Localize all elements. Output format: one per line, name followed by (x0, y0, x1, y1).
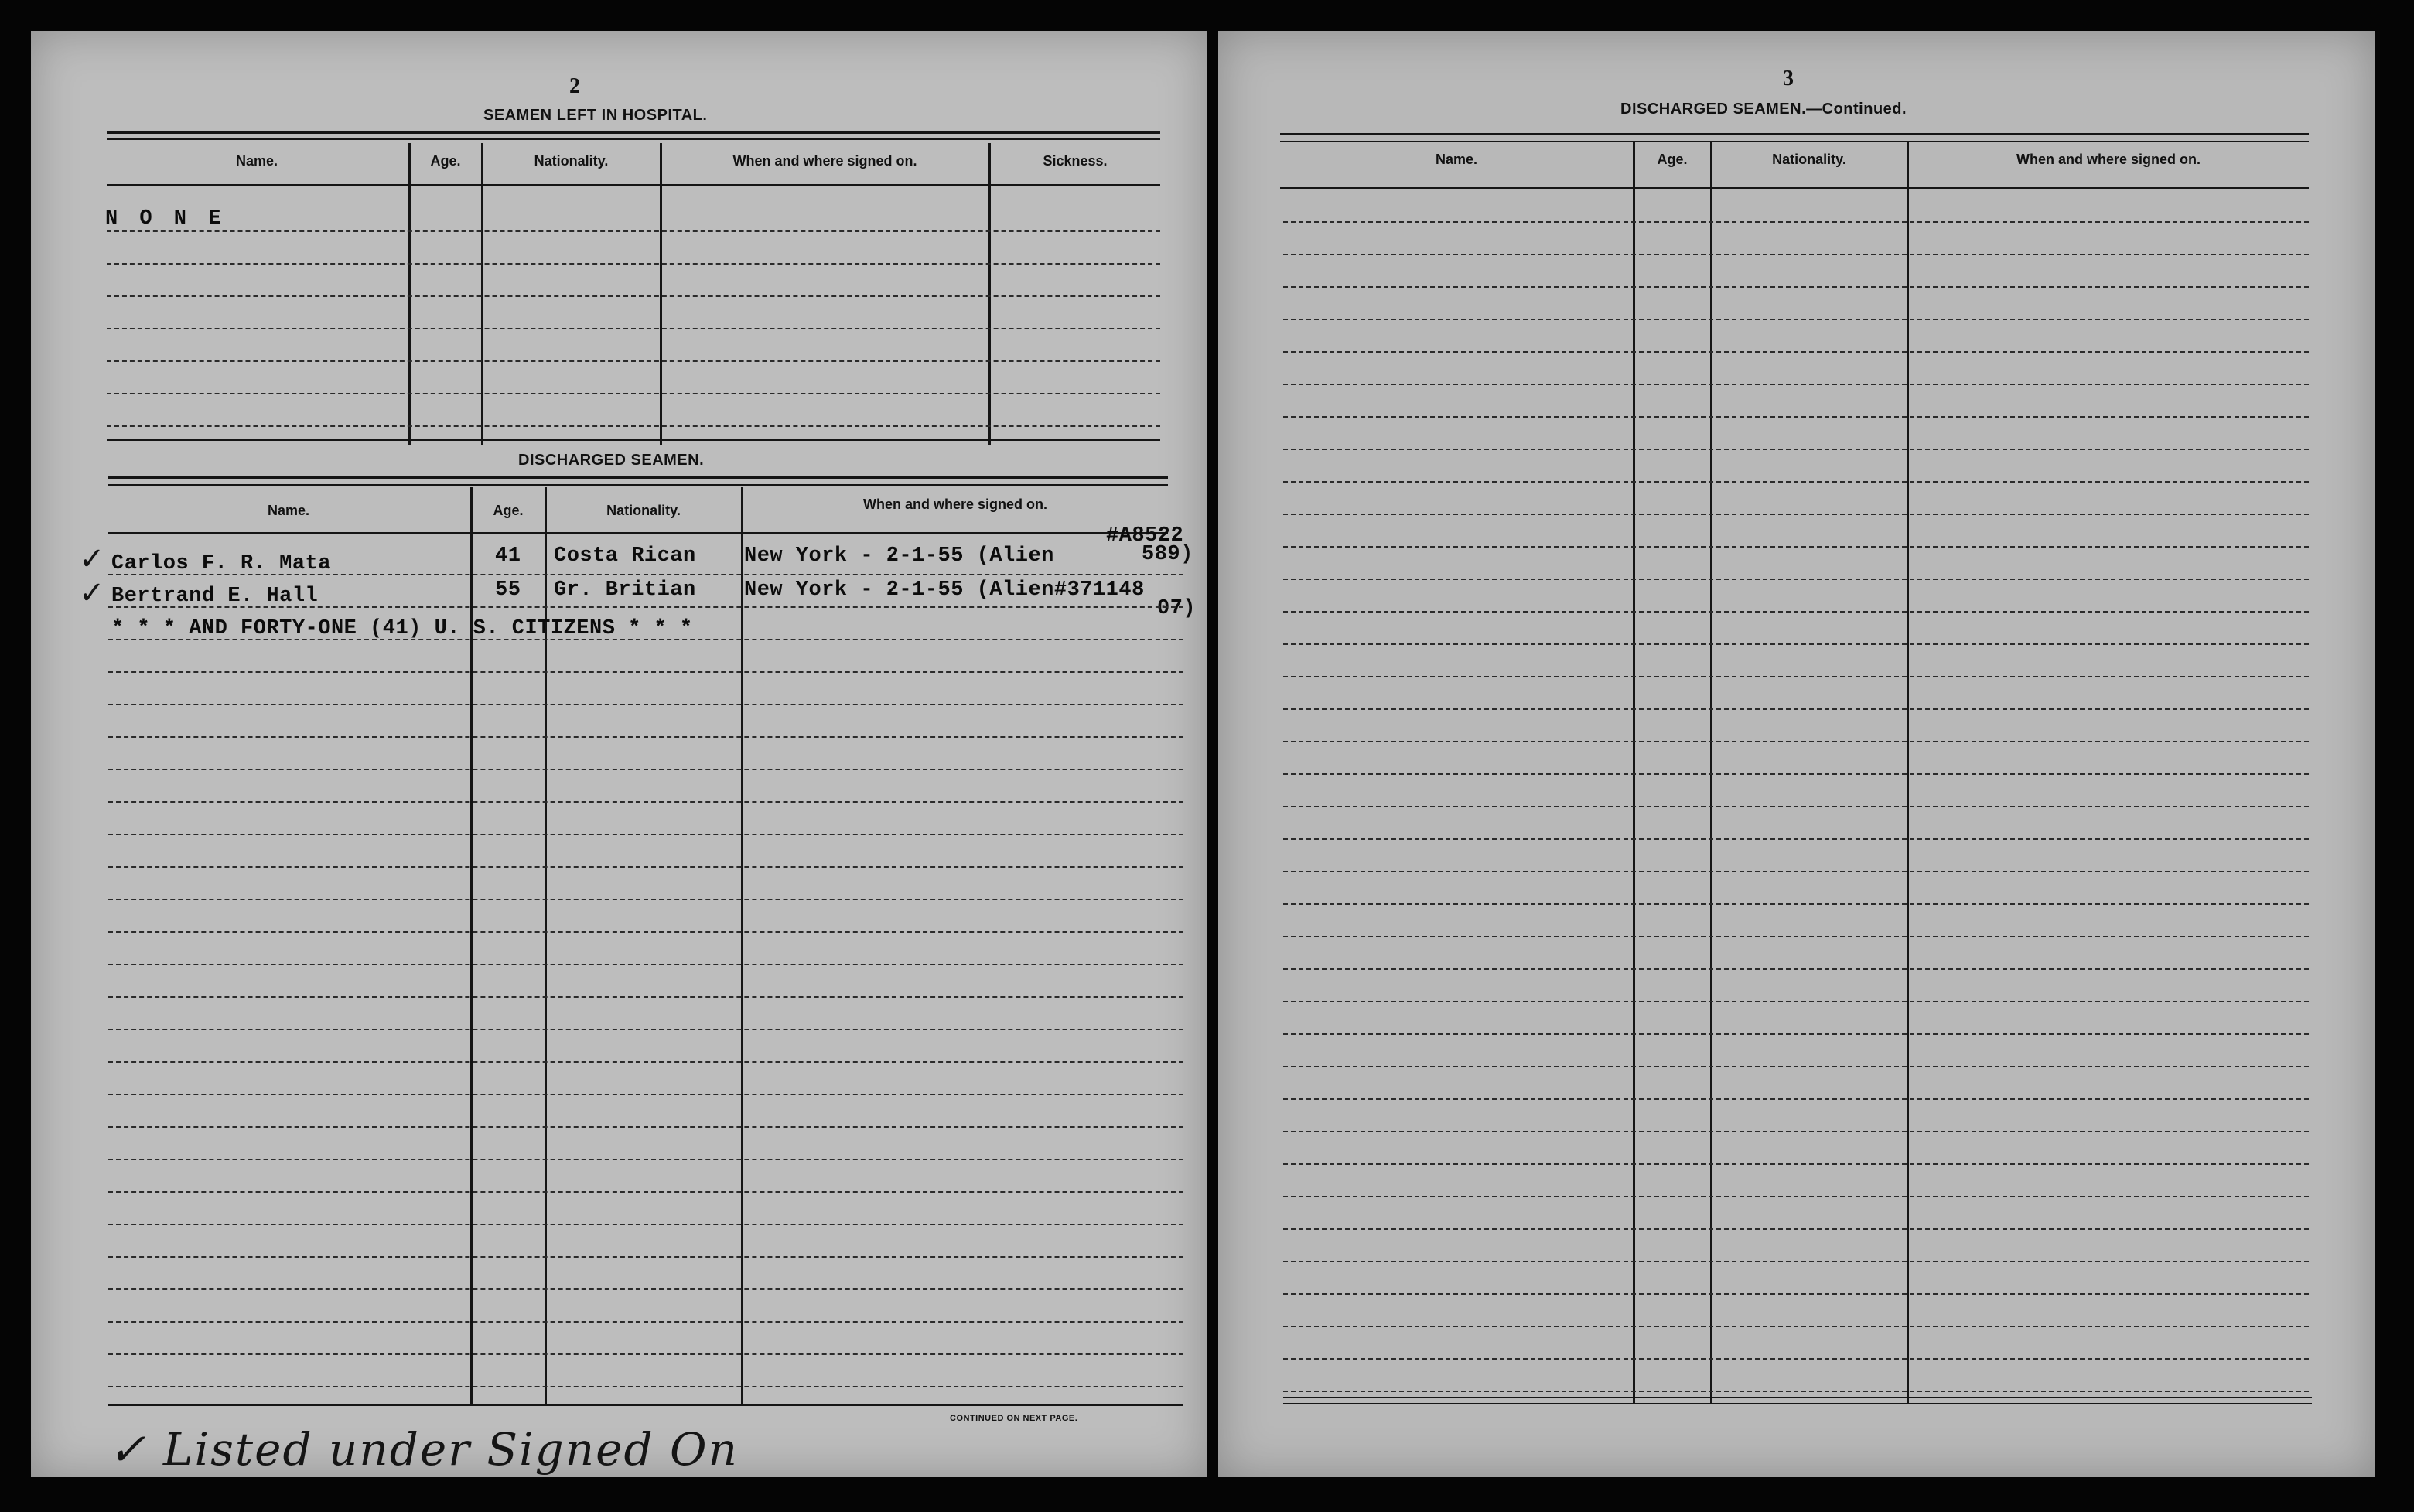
ruled-line (108, 639, 1183, 640)
column-divider (408, 143, 411, 445)
ruled-line (1283, 1228, 2309, 1230)
ruled-line (1283, 676, 2309, 677)
ruled-line (108, 1224, 1183, 1225)
ruled-line (108, 1256, 1183, 1258)
ruled-line (107, 360, 1160, 362)
column-divider (1907, 142, 1909, 1403)
check-mark-icon: ✓ (79, 575, 105, 611)
ruled-line (1283, 1001, 2309, 1002)
discharged-continued-title: DISCHARGED SEAMEN.—Continued. (1620, 101, 1907, 118)
ruled-line (1283, 1326, 2309, 1327)
table-rule (1283, 1403, 2312, 1404)
alien-number: #A8522 (1106, 524, 1184, 548)
ruled-line (107, 230, 1160, 232)
column-header-age: Age. (430, 153, 461, 169)
column-divider (660, 143, 662, 445)
ruled-line (1283, 546, 2309, 548)
seaman-nationality: Costa Rican (554, 544, 696, 568)
ruled-line (1283, 1033, 2309, 1035)
ruled-line (1283, 1196, 2309, 1197)
ruled-line (108, 1191, 1183, 1193)
seaman-age: 55 (495, 579, 521, 602)
ruled-line (108, 899, 1183, 900)
column-header-signed-on: When and where signed on. (732, 153, 917, 169)
table-rule (107, 131, 1160, 134)
continued-note: CONTINUED ON NEXT PAGE. (950, 1414, 1078, 1423)
table-rule (1283, 1397, 2312, 1398)
ruled-line (1283, 611, 2309, 613)
ruled-line (1283, 1358, 2309, 1360)
column-header-signed-on: When and where signed on. (2016, 152, 2201, 167)
ruled-line (108, 1353, 1183, 1355)
ruled-line (107, 295, 1160, 297)
seaman-age: 41 (495, 544, 521, 568)
ruled-line (108, 1159, 1183, 1160)
table-rule (1280, 141, 2309, 142)
ruled-line (1283, 449, 2309, 450)
table-rule (107, 184, 1160, 186)
column-divider (1633, 142, 1635, 1403)
column-divider (741, 487, 743, 1404)
column-header-name: Name. (267, 503, 310, 518)
ruled-line (1283, 903, 2309, 905)
ruled-line (1283, 579, 2309, 580)
ruled-line (107, 393, 1160, 394)
check-mark-icon: ✓ (79, 541, 105, 577)
ruled-line (108, 801, 1183, 803)
ruled-line (108, 834, 1183, 835)
ruled-line (108, 1126, 1183, 1128)
column-header-name: Name. (1435, 152, 1478, 167)
column-header-nationality: Nationality. (606, 503, 681, 518)
table-rule (108, 532, 1168, 534)
ruled-line (1283, 1131, 2309, 1132)
ruled-line (108, 931, 1183, 933)
alien-number-cont: 589) (1142, 543, 1193, 566)
table-rule (108, 484, 1168, 486)
seaman-name: Bertrand E. Hall (111, 585, 319, 608)
ruled-line (108, 964, 1183, 965)
table-rule (107, 138, 1160, 140)
column-divider (988, 143, 991, 445)
seaman-signed-on: New York - 2-1-55 (Alien#371148 (744, 579, 1145, 602)
ruled-line (108, 1288, 1183, 1290)
ruled-line (1283, 773, 2309, 775)
handwritten-note: ✓ Listed under Signed On (108, 1423, 739, 1476)
ruled-line (107, 425, 1160, 427)
ruled-line (1283, 1293, 2309, 1295)
column-divider (481, 143, 483, 445)
column-divider (1710, 142, 1712, 1403)
column-header-age: Age. (1657, 152, 1688, 167)
ruled-line (107, 328, 1160, 329)
ruled-line (1283, 481, 2309, 483)
discharged-section-title: DISCHARGED SEAMEN. (518, 452, 705, 469)
ruled-line (108, 1094, 1183, 1095)
alien-number-cont: 07) (1157, 597, 1197, 620)
ruled-line (108, 769, 1183, 770)
ruled-line (108, 1321, 1183, 1323)
table-rule (108, 1404, 1183, 1406)
right-page (1218, 31, 2375, 1477)
ruled-line (1283, 286, 2309, 288)
table-rule (1280, 133, 2309, 135)
ruled-line (1283, 1391, 2309, 1392)
ruled-line (1283, 968, 2309, 970)
ruled-line (1283, 351, 2309, 353)
ruled-line (108, 996, 1183, 998)
ruled-line (108, 704, 1183, 705)
ruled-line (1283, 936, 2309, 937)
page-number: 3 (1783, 67, 1794, 90)
table-rule (107, 439, 1160, 441)
ruled-line (1283, 254, 2309, 255)
table-rule (1280, 187, 2309, 189)
column-header-age: Age. (493, 503, 524, 518)
column-header-nationality: Nationality. (1772, 152, 1846, 167)
ruled-line (1283, 1066, 2309, 1067)
ruled-line (107, 263, 1160, 265)
ruled-line (108, 1386, 1183, 1387)
hospital-entry: N O N E (105, 207, 226, 230)
ruled-line (1283, 384, 2309, 385)
hospital-section-title: SEAMEN LEFT IN HOSPITAL. (483, 107, 708, 124)
ruled-line (1283, 416, 2309, 418)
seaman-signed-on: New York - 2-1-55 (Alien (744, 544, 1054, 568)
ruled-line (108, 1061, 1183, 1063)
page-number: 2 (569, 74, 580, 98)
ruled-line (108, 736, 1183, 738)
ruled-line (1283, 514, 2309, 515)
seaman-nationality: Gr. Britian (554, 579, 696, 602)
column-header-name: Name. (235, 153, 278, 169)
ruled-line (1283, 643, 2309, 645)
left-page (31, 31, 1207, 1477)
ruled-line (1283, 838, 2309, 840)
column-header-sickness: Sickness. (1043, 153, 1108, 169)
ruled-line (108, 866, 1183, 868)
table-rule (108, 476, 1168, 479)
ruled-line (1283, 708, 2309, 710)
ruled-line (1283, 806, 2309, 807)
ruled-line (108, 574, 1183, 575)
ruled-line (1283, 741, 2309, 742)
column-header-signed-on: When and where signed on. (862, 497, 1048, 512)
ruled-line (108, 606, 1183, 608)
ruled-line (1283, 1098, 2309, 1100)
ruled-line (1283, 221, 2309, 223)
ruled-line (1283, 871, 2309, 872)
ruled-line (108, 1029, 1183, 1030)
column-header-nationality: Nationality. (534, 153, 609, 169)
seaman-name: Carlos F. R. Mata (111, 552, 331, 575)
citizens-summary: * * * AND FORTY-ONE (41) U. S. CITIZENS * * * (111, 617, 693, 640)
ruled-line (1283, 1261, 2309, 1262)
ruled-line (1283, 1163, 2309, 1165)
ruled-line (108, 671, 1183, 673)
ruled-line (1283, 319, 2309, 320)
